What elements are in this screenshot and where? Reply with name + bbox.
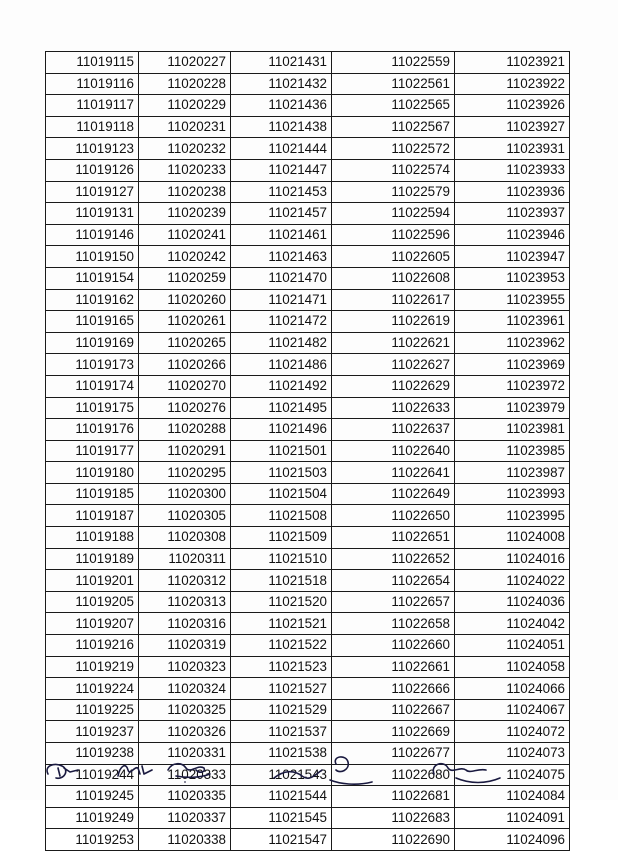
table-cell: 11019201	[46, 570, 139, 592]
table-cell: 11022579	[332, 181, 455, 203]
table-cell: 11024022	[455, 570, 570, 592]
table-cell: 11020333	[139, 764, 231, 786]
table-cell: 11020338	[139, 829, 231, 851]
table-cell: 11019216	[46, 635, 139, 657]
table-cell: 11021543	[231, 764, 332, 786]
table-cell: 11023979	[455, 397, 570, 419]
table-row	[46, 95, 570, 117]
table-cell: 11024091	[455, 807, 570, 829]
table-cell: 11023995	[455, 505, 570, 527]
table-cell: 11019117	[46, 95, 139, 117]
table-cell: 11020295	[139, 462, 231, 484]
signature-3	[168, 764, 210, 778]
table-cell: 11019245	[46, 786, 139, 808]
table-cell: 11019180	[46, 462, 139, 484]
table-cell: 11020233	[139, 159, 231, 181]
table-cell: 11022658	[332, 613, 455, 635]
table-row	[46, 159, 570, 181]
table-cell: 11019162	[46, 289, 139, 311]
table-cell: 11019154	[46, 267, 139, 289]
table-cell: 11022657	[332, 591, 455, 613]
table-row	[46, 678, 570, 700]
table-cell: 11019131	[46, 203, 139, 225]
table-cell: 11021544	[231, 786, 332, 808]
table-cell: 11020241	[139, 224, 231, 246]
table-cell: 11020228	[139, 73, 231, 95]
table-cell: 11021501	[231, 440, 332, 462]
table-cell: 11021471	[231, 289, 332, 311]
roll-number-table	[45, 51, 570, 851]
table-cell: 11021503	[231, 462, 332, 484]
table-row	[46, 829, 570, 851]
table-cell: 11019185	[46, 483, 139, 505]
table-cell: 11024008	[455, 527, 570, 549]
table-cell: 11022667	[332, 699, 455, 721]
table-cell: 11020324	[139, 678, 231, 700]
table-row	[46, 505, 570, 527]
table-cell: 11023947	[455, 246, 570, 268]
table-row	[46, 397, 570, 419]
table-cell: 11019207	[46, 613, 139, 635]
table-cell: 11020316	[139, 613, 231, 635]
table-cell: 11019244	[46, 764, 139, 786]
table-cell: 11020311	[139, 548, 231, 570]
table-cell: 11019187	[46, 505, 139, 527]
table-row	[46, 699, 570, 721]
table-cell: 11022572	[332, 138, 455, 160]
table-cell: 11022666	[332, 678, 455, 700]
table-cell: 11021508	[231, 505, 332, 527]
table-cell: 11020242	[139, 246, 231, 268]
table-cell: 11020291	[139, 440, 231, 462]
table-cell: 11021510	[231, 548, 332, 570]
table-cell: 11019189	[46, 548, 139, 570]
table-cell: 11023927	[455, 116, 570, 138]
table-cell: 11021436	[231, 95, 332, 117]
table-cell: 11019165	[46, 311, 139, 333]
table-cell: 11021529	[231, 699, 332, 721]
table-cell: 11020312	[139, 570, 231, 592]
table-cell: 11024073	[455, 743, 570, 765]
table-cell: 11023921	[455, 52, 570, 74]
table-cell: 11022690	[332, 829, 455, 851]
table-cell: 11019175	[46, 397, 139, 419]
table-cell: 11022565	[332, 95, 455, 117]
table-cell: 11020261	[139, 311, 231, 333]
table-cell: 11021537	[231, 721, 332, 743]
table-row	[46, 311, 570, 333]
table-row	[46, 267, 570, 289]
table-cell: 11020323	[139, 656, 231, 678]
table-row	[46, 570, 570, 592]
table-cell: 11023936	[455, 181, 570, 203]
table-row	[46, 203, 570, 225]
table-row	[46, 591, 570, 613]
table-cell: 11021504	[231, 483, 332, 505]
table-cell: 11021463	[231, 246, 332, 268]
table-cell: 11020270	[139, 375, 231, 397]
table-cell: 11019238	[46, 743, 139, 765]
table-cell: 11022661	[332, 656, 455, 678]
table-row	[46, 289, 570, 311]
table-cell: 11020232	[139, 138, 231, 160]
table-cell: 11021453	[231, 181, 332, 203]
table-cell: 11020227	[139, 52, 231, 74]
table-cell: 11019224	[46, 678, 139, 700]
table-cell: 11020266	[139, 354, 231, 376]
table-cell: 11019249	[46, 807, 139, 829]
table-cell: 11023933	[455, 159, 570, 181]
table-cell: 11023955	[455, 289, 570, 311]
table-cell: 11021482	[231, 332, 332, 354]
table-row	[46, 462, 570, 484]
table-cell: 11022650	[332, 505, 455, 527]
table-cell: 11020319	[139, 635, 231, 657]
table-cell: 11023953	[455, 267, 570, 289]
table-cell: 11021523	[231, 656, 332, 678]
table-cell: 11019127	[46, 181, 139, 203]
table-cell: 11019177	[46, 440, 139, 462]
table-cell: 11019118	[46, 116, 139, 138]
table-cell: 11022641	[332, 462, 455, 484]
table-cell: 11021438	[231, 116, 332, 138]
table-cell: 11019173	[46, 354, 139, 376]
table-cell: 11020313	[139, 591, 231, 613]
table-cell: 11024067	[455, 699, 570, 721]
table-cell: 11021472	[231, 311, 332, 333]
table-cell: 11019123	[46, 138, 139, 160]
table-cell: 11021518	[231, 570, 332, 592]
table-row	[46, 613, 570, 635]
table-row	[46, 138, 570, 160]
table-cell: 11021447	[231, 159, 332, 181]
table-cell: 11019126	[46, 159, 139, 181]
table-cell: 11021432	[231, 73, 332, 95]
table-cell: 11022594	[332, 203, 455, 225]
table-cell: 11021431	[231, 52, 332, 74]
table-row	[46, 181, 570, 203]
table-cell: 11021470	[231, 267, 332, 289]
table-cell: 11022677	[332, 743, 455, 765]
table-cell: 11021492	[231, 375, 332, 397]
table-cell: 11024051	[455, 635, 570, 657]
signature-1	[47, 764, 78, 778]
table-cell: 11022652	[332, 548, 455, 570]
table-cell: 11021545	[231, 807, 332, 829]
table-cell: 11021486	[231, 354, 332, 376]
table-cell: 11020335	[139, 786, 231, 808]
table-cell: 11022683	[332, 807, 455, 829]
table-cell: 11024072	[455, 721, 570, 743]
table-row	[46, 548, 570, 570]
table-cell: 11022651	[332, 527, 455, 549]
table-row	[46, 246, 570, 268]
table-cell: 11022559	[332, 52, 455, 74]
table-cell: 11019188	[46, 527, 139, 549]
table-cell: 11019176	[46, 419, 139, 441]
table-cell: 11023962	[455, 332, 570, 354]
table-cell: 11023985	[455, 440, 570, 462]
table-cell: 11023993	[455, 483, 570, 505]
table-cell: 11022617	[332, 289, 455, 311]
table-cell: 11021509	[231, 527, 332, 549]
table-cell: 11022681	[332, 786, 455, 808]
table-cell: 11021444	[231, 138, 332, 160]
table-body	[46, 52, 570, 851]
table-cell: 11022608	[332, 267, 455, 289]
table-cell: 11021522	[231, 635, 332, 657]
table-cell: 11021495	[231, 397, 332, 419]
table-cell: 11020325	[139, 699, 231, 721]
table-cell: 11021496	[231, 419, 332, 441]
table-cell: 11020231	[139, 116, 231, 138]
table-cell: 11019174	[46, 375, 139, 397]
table-row	[46, 332, 570, 354]
table-row	[46, 807, 570, 829]
table-row	[46, 73, 570, 95]
table-cell: 11021547	[231, 829, 332, 851]
table-cell: 11020300	[139, 483, 231, 505]
table-cell: 11024016	[455, 548, 570, 570]
table-cell: 11023987	[455, 462, 570, 484]
table-cell: 11019237	[46, 721, 139, 743]
table-cell: 11022605	[332, 246, 455, 268]
table-cell: 11020259	[139, 267, 231, 289]
table-cell: 11022574	[332, 159, 455, 181]
table-cell: 11021521	[231, 613, 332, 635]
table-cell: 11022680	[332, 764, 455, 786]
signature-4	[274, 770, 322, 778]
table-cell: 11024096	[455, 829, 570, 851]
table-cell: 11024084	[455, 786, 570, 808]
table-cell: 11023937	[455, 203, 570, 225]
table-cell: 11021538	[231, 743, 332, 765]
table-cell: 11023931	[455, 138, 570, 160]
table-cell: 11020260	[139, 289, 231, 311]
table-row	[46, 419, 570, 441]
signature-row	[0, 740, 618, 800]
table-cell: 11020239	[139, 203, 231, 225]
table-cell: 11020288	[139, 419, 231, 441]
table-row	[46, 483, 570, 505]
table-cell: 11020326	[139, 721, 231, 743]
table-cell: 11021461	[231, 224, 332, 246]
table-cell: 11020305	[139, 505, 231, 527]
signature-2	[118, 766, 152, 776]
table-row	[46, 354, 570, 376]
table-row	[46, 527, 570, 549]
table-cell: 11024036	[455, 591, 570, 613]
table-cell: 11022567	[332, 116, 455, 138]
table-cell: 11020276	[139, 397, 231, 419]
table-cell: 11019253	[46, 829, 139, 851]
table-cell: 11022627	[332, 354, 455, 376]
table-cell: 11023922	[455, 73, 570, 95]
table-cell: 11020265	[139, 332, 231, 354]
table-cell: 11022640	[332, 440, 455, 462]
table-cell: 11024042	[455, 613, 570, 635]
table-cell: 11024075	[455, 764, 570, 786]
table-cell: 11022596	[332, 224, 455, 246]
table-cell: 11022660	[332, 635, 455, 657]
table-cell: 11022649	[332, 483, 455, 505]
table-cell: 11019219	[46, 656, 139, 678]
table-cell: 11019225	[46, 699, 139, 721]
table-cell: 11023969	[455, 354, 570, 376]
table-cell: 11020229	[139, 95, 231, 117]
table-cell: 11019116	[46, 73, 139, 95]
table-row	[46, 52, 570, 74]
table-cell: 11022621	[332, 332, 455, 354]
table-cell: 11023926	[455, 95, 570, 117]
table-cell: 11021457	[231, 203, 332, 225]
table-cell: 11020331	[139, 743, 231, 765]
table-cell: 11019146	[46, 224, 139, 246]
table-row	[46, 440, 570, 462]
signature-5	[330, 757, 372, 784]
table-cell: 11020238	[139, 181, 231, 203]
table-cell: 11019115	[46, 52, 139, 74]
signature-6	[433, 764, 500, 783]
table-row	[46, 224, 570, 246]
table-cell: 11019169	[46, 332, 139, 354]
table-cell: 11022637	[332, 419, 455, 441]
table-cell: 11021520	[231, 591, 332, 613]
table-cell: 11022669	[332, 721, 455, 743]
table-row	[46, 656, 570, 678]
table-cell: 11023961	[455, 311, 570, 333]
table-cell: 11023972	[455, 375, 570, 397]
table-cell: 11021527	[231, 678, 332, 700]
table-row	[46, 635, 570, 657]
table-cell: 11023981	[455, 419, 570, 441]
table-cell: 11022561	[332, 73, 455, 95]
table-cell: 11019205	[46, 591, 139, 613]
table-cell: 11022633	[332, 397, 455, 419]
table-cell: 11022629	[332, 375, 455, 397]
table-cell: 11024066	[455, 678, 570, 700]
table-cell: 11020337	[139, 807, 231, 829]
table-cell: 11024058	[455, 656, 570, 678]
table-cell: 11022654	[332, 570, 455, 592]
signatures-svg	[0, 740, 618, 800]
table-cell: 11020308	[139, 527, 231, 549]
table-row	[46, 116, 570, 138]
table-row	[46, 375, 570, 397]
table-cell: 11019150	[46, 246, 139, 268]
table-cell: 11023946	[455, 224, 570, 246]
table-cell: 11022619	[332, 311, 455, 333]
